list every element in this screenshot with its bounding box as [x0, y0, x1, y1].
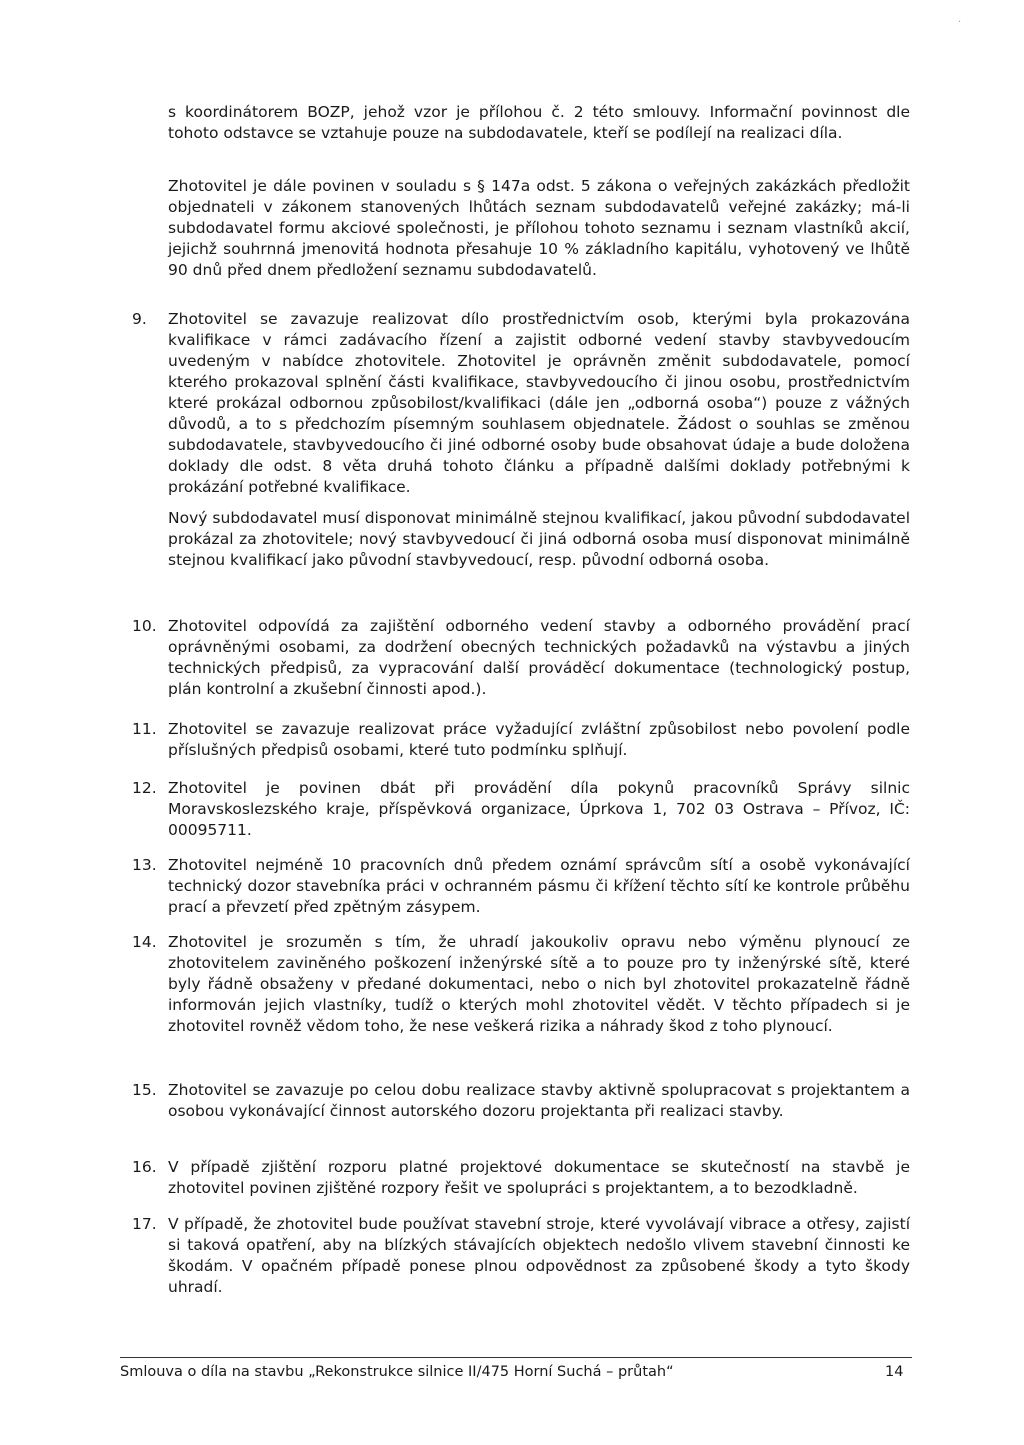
paragraph-bozp: s koordinátorem BOZP, jehož vzor je přílohou č. 2 této smlouvy. Informační povinnost dle tohoto odstavce se vztahuje pouze na subdodavatele, kteří se podílejí na realizaci díla. — [168, 103, 910, 142]
clause-text: V případě zjištění rozporu platné projektové dokumentace se skutečností na stavbě je zhotovitel povinen zjištěné rozpory řešit ve spolupráci s projektantem, a to bezodkladně. — [168, 1158, 910, 1197]
footer-divider — [120, 1357, 912, 1358]
clause-10 — [132, 616, 910, 700]
footer-title: Smlouva o díla na stavbu „Rekonstrukce silnice II/475 Horní Suchá – průtah“ — [120, 1364, 674, 1380]
clause-text: Zhotovitel nejméně 10 pracovních dnů předem oznámí správcům sítí a osobě vykonávající technický dozor stavebníka práci v ochranném pásmu či křížení těchto sítí ke kontrole průběhu prací a převzetí před zpětným zásypem. — [168, 856, 910, 916]
clause-9 — [132, 309, 910, 571]
clause-number: 15. — [132, 1081, 157, 1099]
clause-17 — [132, 1214, 910, 1298]
clause-14 — [132, 932, 910, 1037]
clause-15 — [132, 1080, 910, 1122]
clause-12 — [132, 778, 910, 841]
clause-text: V případě, že zhotovitel bude používat stavební stroje, které vyvolávají vibrace a otřesy, zajistí si taková opatření, aby na blízkých stávajících objektech nedošlo vlivem stavební činnosti ke škodám. V opačném případě ponese plnou odpovědnost za způsobené škody a tyto škody uhradí. — [168, 1215, 910, 1296]
clause-number: 9. — [132, 310, 147, 328]
clause-text: Zhotovitel se zavazuje po celou dobu realizace stavby aktivně spolupracovat s projektantem a osobou vykonávající činnost autorského dozoru projektanta při realizaci stavby. — [168, 1081, 910, 1120]
clause-text: Zhotovitel se zavazuje realizovat práce vyžadující zvláštní způsobilost nebo povolení podle příslušných předpisů osobami, které tuto podmínku splňují. — [168, 720, 910, 759]
clause-number: 16. — [132, 1158, 157, 1176]
clause-number: 17. — [132, 1215, 157, 1233]
clause-text: Nový subdodavatel musí disponovat minimálně stejnou kvalifikací, jakou původní subdodavatel prokázal za zhotovitele; nový stavbyvedoucí či jiná odborná osoba musí disponovat minimálně stejnou kvalifikací jako původní stavbyvedoucí, resp. původní odborná osoba. — [168, 509, 910, 569]
clause-13 — [132, 855, 910, 918]
clause-number: 11. — [132, 720, 157, 738]
clause-number: 10. — [132, 617, 157, 635]
clause-text: Zhotovitel je povinen dbát při provádění díla pokynů pracovníků Správy silnic Moravskoslezského kraje, příspěvková organizace, Úprkova 1, 702 03 Ostrava – Přívoz, IČ: 00095711. — [168, 779, 910, 839]
clause-text: Zhotovitel odpovídá za zajištění odborného vedení stavby a odborného provádění prací oprávněnými osobami, za dodržení obecných technických požadavků na výstavbu a jiných technických předpisů, za vypracování další prováděcí dokumentace (technologický postup, plán kontrolní a zkušební činnosti apod.). — [168, 617, 910, 698]
clause-text: Zhotovitel je srozuměn s tím, že uhradí jakoukoliv opravu nebo výměnu plynoucí ze zhotovitelem zaviněného poškození inženýrské sítě a to pouze pro ty inženýrské sítě, které byly řádně obsaženy v předané dokumentaci, nebo o nich byl zhotovitel prokazatelně řádně informován jejich vlastníky, tudíž o kterých mohl zhotovitel vědět. V těchto případech si je zhotovitel rovněž vědom toho, že nese veškerá rizika a náhrady škod z toho plynoucí. — [168, 933, 910, 1035]
page-number: 14 — [885, 1364, 904, 1380]
paragraph-subcontractor-list: Zhotovitel je dále povinen v souladu s § 147a odst. 5 zákona o veřejných zakázkách předložit objednateli v zákonem stanovených lhůtách seznam subdodavatelů veřejné zakázky; má-li subdodavatel formu akciové společnosti, je přílohou tohoto seznamu i seznam vlastníků akcií, jejichž souhrnná jmenovitá hodnota přesahuje 10 % základního kapitálu, vyhotovený ve lhůtě 90 dnů před dnem předložení seznamu subdodavatelů. — [168, 177, 910, 279]
clause-number: 14. — [132, 933, 157, 951]
clause-number: 12. — [132, 779, 157, 797]
clause-16 — [132, 1157, 910, 1199]
clause-number: 13. — [132, 856, 157, 874]
clause-11 — [132, 719, 910, 761]
clause-text: Zhotovitel se zavazuje realizovat dílo prostřednictvím osob, kterými byla prokazována kvalifikace v rámci zadávacího řízení a zajistit odborné vedení stavby stavbyvedoucím uvedeným v nabídce zhotovitele. Zhotovitel je oprávněn změnit subdodavatele, pomocí kterého prokazoval splnění části kvalifikace, stavbyvedoucího či jinou osobu, prostřednictvím které prokázal odbornou způsobilost/kvalifikaci (dále jen „odborná osoba“) pouze z vážných důvodů, a to s předchozím písemným souhlasem objednatele. Žádost o souhlas se změnou subdodavatele, stavbyvedoucího či jiné odborné osoby bude obsahovat údaje a bude doložena doklady dle odst. 8 věta druhá tohoto článku a případně dalšími doklady potřebnými k prokázání potřebné kvalifikace. — [168, 310, 910, 496]
scan-speck: · — [958, 17, 962, 28]
